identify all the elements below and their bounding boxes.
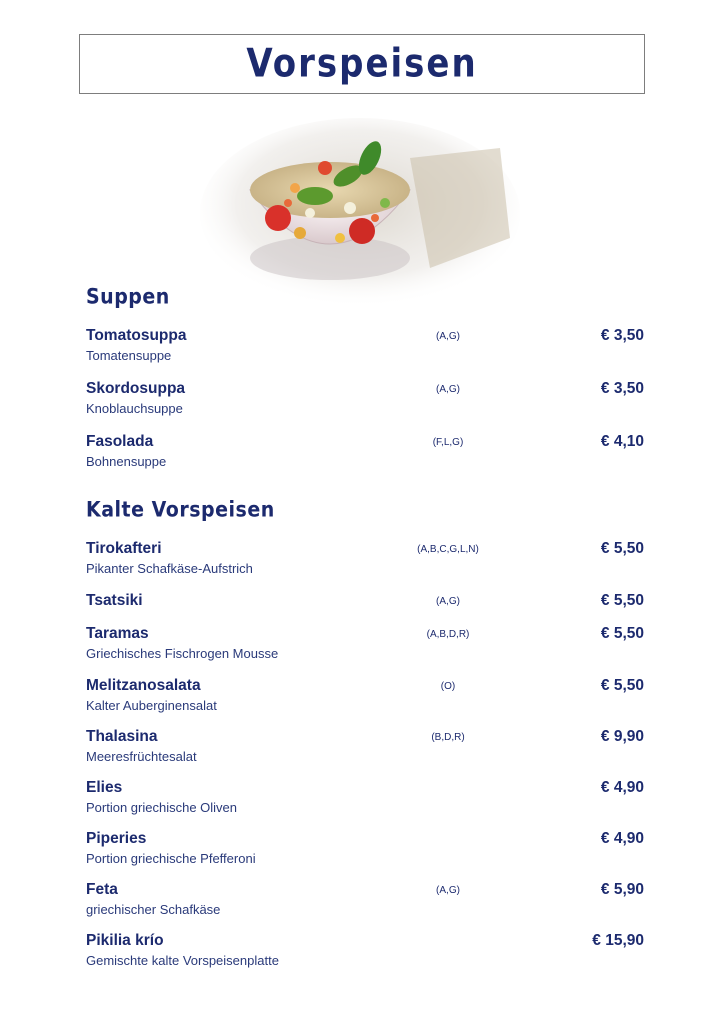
section-title-kalte-vorspeisen: Kalte Vorspeisen bbox=[86, 497, 275, 523]
item-price: € 3,50 bbox=[600, 380, 644, 397]
item-price: € 4,90 bbox=[600, 779, 644, 796]
menu-item bbox=[86, 932, 648, 976]
item-price: € 4,10 bbox=[600, 433, 644, 450]
item-description: Portion griechische Oliven bbox=[86, 800, 238, 815]
item-description: griechischer Schafkäse bbox=[86, 902, 221, 917]
item-name: Taramas bbox=[86, 625, 149, 642]
item-description: Griechisches Fischrogen Mousse bbox=[86, 646, 279, 661]
item-price: € 5,50 bbox=[600, 677, 644, 694]
menu-item: Taramas Griechisches Fischrogen Mousse (A,B,D,R) € 5,50 bbox=[86, 625, 644, 661]
item-price: € 3,50 bbox=[600, 327, 644, 344]
item-name: Thalasina bbox=[86, 728, 158, 745]
menu-item: Skordosuppa Knoblauchsuppe (A,G) € 3,50 bbox=[86, 380, 644, 416]
item-description: Pikanter Schafkäse-Aufstrich bbox=[86, 561, 253, 576]
menu-item: Tomatosuppa Tomatensuppe (A,G) € 3,50 bbox=[86, 327, 644, 363]
item-price: € 5,50 bbox=[600, 625, 644, 642]
item-name: Pikilia krío bbox=[86, 932, 164, 949]
menu-item: Fasolada Bohnensuppe (F,L,G) € 4,10 bbox=[86, 433, 644, 469]
item-price: € 5,50 bbox=[600, 592, 644, 609]
salad-photo bbox=[200, 118, 520, 308]
item-name: Fasolada bbox=[86, 433, 154, 450]
item-name: Melitzanosalata bbox=[86, 677, 201, 694]
page-title: Vorspeisen bbox=[246, 41, 478, 87]
item-name: Tirokafteri bbox=[86, 540, 162, 557]
item-price: € 9,90 bbox=[600, 728, 644, 745]
item-description: Portion griechische Pfefferoni bbox=[86, 851, 256, 866]
item-description: Bohnensuppe bbox=[86, 454, 167, 469]
item-name: Elies bbox=[86, 779, 123, 796]
item-price: € 4,90 bbox=[600, 830, 644, 847]
item-description: Kalter Auberginensalat bbox=[86, 698, 217, 713]
menu-item: Tirokafteri Pikanter Schafkäse-Aufstrich (A,B,C,G,L,N) € 5,50 bbox=[86, 540, 644, 576]
item-price: € 5,50 bbox=[600, 540, 644, 557]
item-description: Tomatensuppe bbox=[86, 348, 172, 363]
item-name: Piperies bbox=[86, 830, 147, 847]
menu-item: Feta griechischer Schafkäse (A,G) € 5,90 bbox=[86, 881, 644, 917]
item-name: Skordosuppa bbox=[86, 380, 186, 397]
item-price: € 5,90 bbox=[600, 881, 644, 898]
title-box bbox=[79, 34, 645, 94]
salad-bowl-image bbox=[200, 118, 520, 308]
item-name: Feta bbox=[86, 881, 118, 898]
item-description: Knoblauchsuppe bbox=[86, 401, 183, 416]
section-title-suppen: Suppen bbox=[86, 284, 170, 310]
menu-item: Melitzanosalata Kalter Auberginensalat (O) € 5,50 bbox=[86, 677, 644, 713]
item-description: Meeresfrüchtesalat bbox=[86, 749, 197, 764]
menu-item: Thalasina Meeresfrüchtesalat (B,D,R) € 9,90 bbox=[86, 728, 644, 764]
item-name: Tsatsiki bbox=[86, 592, 143, 609]
menu-item bbox=[86, 779, 648, 823]
item-description: Gemischte kalte Vorspeisenplatte bbox=[86, 953, 279, 968]
item-price: € 15,90 bbox=[592, 932, 644, 949]
menu-item bbox=[86, 830, 648, 874]
menu-item: Tsatsiki (A,G) € 5,50 bbox=[86, 592, 644, 609]
item-name: Tomatosuppa bbox=[86, 327, 187, 344]
